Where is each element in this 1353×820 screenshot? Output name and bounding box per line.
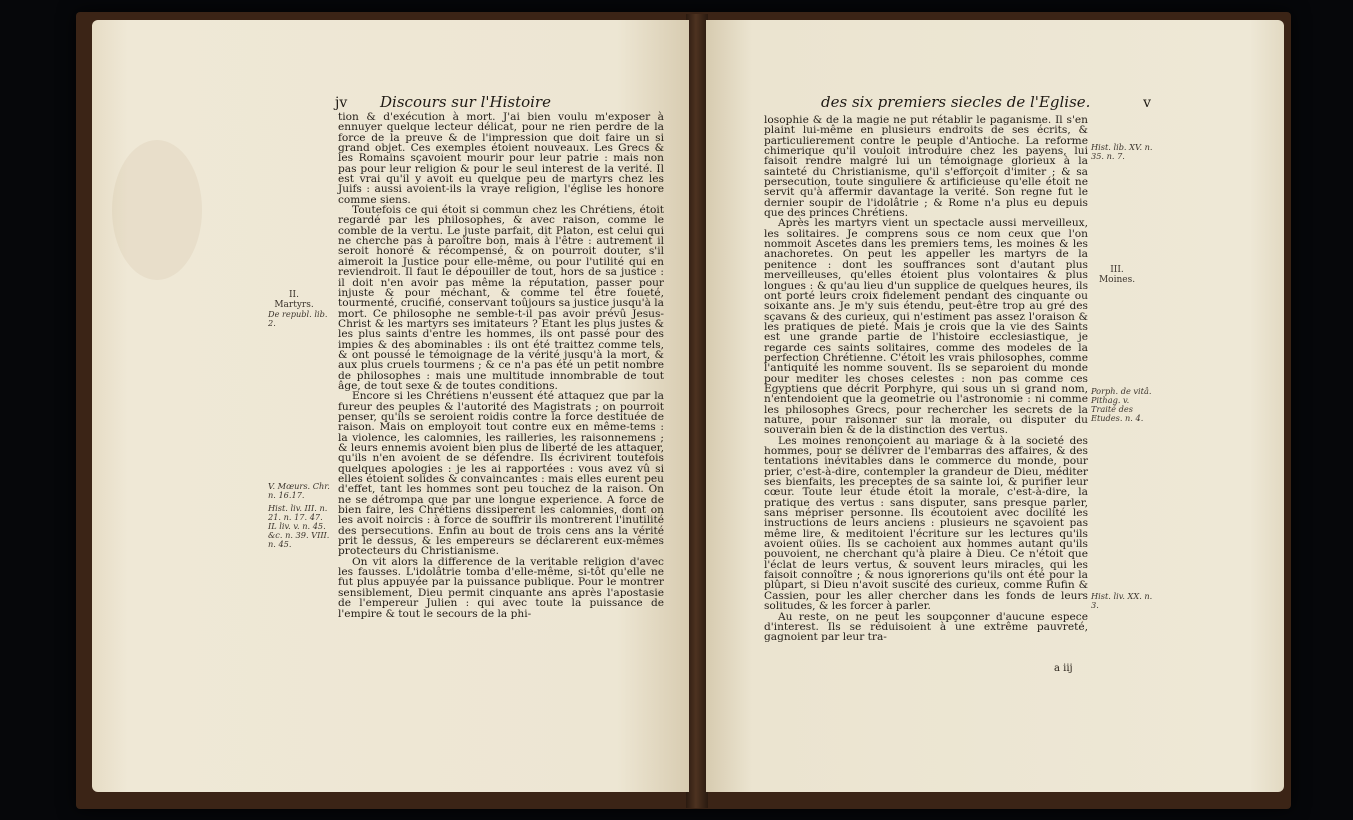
right-running-head [821,93,1151,111]
margin-note: Hist. liv. XX. n. 3. [1091,591,1153,610]
paper-stain [112,140,202,280]
left-running-head [335,93,551,111]
margin-note: V. Mœurs. Chr. n. 16.17. [268,481,330,500]
right-title: des six premiers siecles de l'Eglise. [821,93,1091,111]
margin-label: Martyrs. [274,300,314,310]
paragraph: Les moines renonçoient au mariage & à la societé des hommes, pour se délivrer de l'embarras des affaires, & des tentations inévitables dans le commerce du monde, pour prier, c'est-à-dire, contempler la grandeur de Dieu, méditer ses bienfaits, les preceptes de sa sainte loi, & purifier leur cœur. Toute leur étude étoit la morale, c'est-à-dire, la pratique des vertus : sans disputer, sans presque parler, sans mépriser personne. Ils écoutoient avec docilité les instructions de leurs anciens : plusieurs ne sçavoient pas même lire, & meditoient l'écriture sur les lectures qu'ils avoient oüies. Ils se cachoient aux hommes autant qu'ils pouvoient, ne cherchant qu'à plaire à Dieu. Ce n'étoit que l'éclat de leurs vertus, & souvent leurs miracles, qui les faisoit connoître ; & nous ignorerions qu'ils ont été pour la plûpart, si Dieu n'avoit suscité des curieux, comme Rufin & Cassien, pour les aller chercher dans les fonds de leurs solitudes, & les forcer à parler. [764,434,1088,613]
signature-mark: a iij [1054,663,1073,674]
margin-note: De republ. lib. 2. [268,309,328,328]
right-body [764,115,1088,643]
paragraph: Au reste, on ne peut les soupçonner d'aucune espece d'interest. Ils se réduisoient à une extrême pauvreté, gagnoient par leur tra- [764,610,1088,644]
right-margin-heading [1091,265,1143,285]
book-spine [686,14,708,808]
paragraph: tion & d'exécution à mort. J'ai bien voulu m'exposer à ennuyer quelque lecteur délicat, pour ne rien perdre de la force de la preuve & de l'impression que doit faire un si grand objet. Ces exemples étoient nouveaux. Les Grecs & les Romains sçavoient mourir pour leur patrie : mais non pas pour leur religion & pour le seul interest de la verité. Il est vrai qu'il y avoit eu quelque peu de martyrs chez les Juifs : aussi avoient-ils la vraye religion, l'église les honore comme siens. [338,111,664,206]
paragraph: losophie & de la magie ne put rétablir le paganisme. Il s'en plaint lui-même en plusieurs endroits de ses écrits, & particulierement contre le peuple d'Antioche. La reforme chimerique qu'il vouloit introduire chez les payens, lui faisoit rendre malgré lui un témoignage glorieux à la sainteté du Christianisme, qu'il s'efforçoit d'imiter ; & sa persecution, toute singuliere & artificieuse qu'elle étoit ne servit qu'à affermir davantage la verité. Son regne fut le dernier soupir de l'idolâtrie ; & Rome n'a plus eu depuis que des princes Chrétiens. [764,114,1088,220]
left-margin-heading [268,290,320,310]
margin-number: II. [289,290,299,300]
paragraph: Après les martyrs vient un spectacle aussi merveilleux, les solitaires. Je comprens sous ce nom ceux que l'on nommoit Ascetes dans les premiers tems, les moines & les anachoretes. On peut les appeller les martyrs de la penitence : dont les souffrances sont d'autant plus merveilleuses, qu'elles étoient plus volontaires & plus longues : & qu'au lieu d'un supplice de quelques heures, ils ont porté leurs croix fidelement pendant des cinquante ou soixante ans. Je m'y suis étendu, peut-être trop au gré des sçavans & des curieux, qui n'estiment pas assez l'oraison & les pratiques de pieté. Mais je crois que la vie des Saints est une grande partie de l'histoire ecclesiastique, je regarde ces saints solitaires, comme des modeles de la perfection Chrétienne. C'étoit les vrais philosophes, comme l'antiquité les nomme souvent. Ils se separoient du monde pour mediter les choses celestes : non pas comme ces Egyptiens que décrit Porphyre, qui sous un si grand nom, n'entendoient que la geometrie ou l'astronomie : ni comme les philosophes Grecs, pour rechercher les secrets de la nature, pour raisonner sur la morale, ou disputer du souverain bien & de la distinction des vertus. [764,217,1088,437]
margin-number: III. [1110,265,1124,275]
paragraph: On vit alors la difference de la veritable religion d'avec les fausses. L'idolâtrie tomba d'elle-même, si-tôt qu'elle ne fut plus appuyée par la puissance publique. Pour le montrer sensiblement, Dieu permit cinquante ans après l'apostasie de l'empereur Julien : qui avec toute la puissance de l'empire & tout le secours de la phi- [338,555,664,620]
margin-label: Moines. [1098,275,1136,285]
paragraph: Toutefois ce qui étoit si commun chez les Chrétiens, étoit regardé par les philosophes, & avec raison, comme le comble de la vertu. Le juste parfait, dit Platon, est celui qui ne cherche pas à paroître bon, mais à l'être : autrement il seroit honoré & récompensé, & on pourroit douter, s'il aimeroit la Justice pour elle-même, ou pour l'utilité qui en reviendroit. Il faut le dépouiller de tout, hors de sa justice : il doit n'en avoir pas même la réputation, passer pour injuste & pour méchant, & comme tel être foueté, tourmenté, crucifié, conservant toûjours sa justice jusqu'à la mort. Ce philosophe ne semble-t-il pas avoir prévû Jesus-Christ & les martyrs ses imitateurs ? Etant les plus justes & les plus saints d'entre les hommes, ils ont passé pour des impies & des abominables : ils ont été traittez comme tels, & ont poussé le témoignage de la vérité jusqu'à la mort, & aux plus cruels tourmens ; & ce n'a pas été un petit nombre de philosophes : mais une multitude innombrable de tout âge, de tout sexe & de toutes conditions. [338,204,664,392]
margin-note: Porph. de vitâ. Pithag. v. Traité des Etudes. n. 4. [1091,386,1152,423]
right-folio: v [1143,95,1151,111]
left-page [92,20,689,792]
left-body [338,112,664,619]
left-title: Discours sur l'Histoire [380,93,551,111]
margin-note: Hist. liv. III. n. 21. n. 17. 47. IL liv. v. n. 45. &c. n. 39. VIII. n. 45. [268,503,330,549]
right-page [706,20,1284,792]
paragraph: Encore si les Chrétiens n'eussent été attaquez que par la fureur des peuples & l'autorité des Magistrats ; on pourroit penser, qu'ils se seroient roidis contre la force destituée de raison. Mais on employoit tout contre eux en même-tems : la violence, les calomnies, les railleries, les raisonnemens ; & leurs ennemis avoient bien plus de liberté de les attaquer, qu'ils n'en avoient de se défendre. Ils écrivirent toutefois quelques apologies : je les ai rapportées : vous avez vû si elles étoient solides & convaincantes : mais elles eurent peu d'effet, tant les hommes sont peu touchez de la raison. On ne se détrompa que par une longue experience. A force de bien faire, les Chrétiens dissiperent les calomnies, dont on les avoit noircis : à force de souffrir ils montrerent l'inutilité des persecutions. Enfin au bout de trois cens ans la vérité prit le dessus, & les empereurs se déclarerent eux-mêmes protecteurs du Christianisme. [338,390,664,558]
margin-note: Hist. lib. XV. n. 35. n. 7. [1091,142,1153,161]
left-folio: jv [335,95,348,111]
